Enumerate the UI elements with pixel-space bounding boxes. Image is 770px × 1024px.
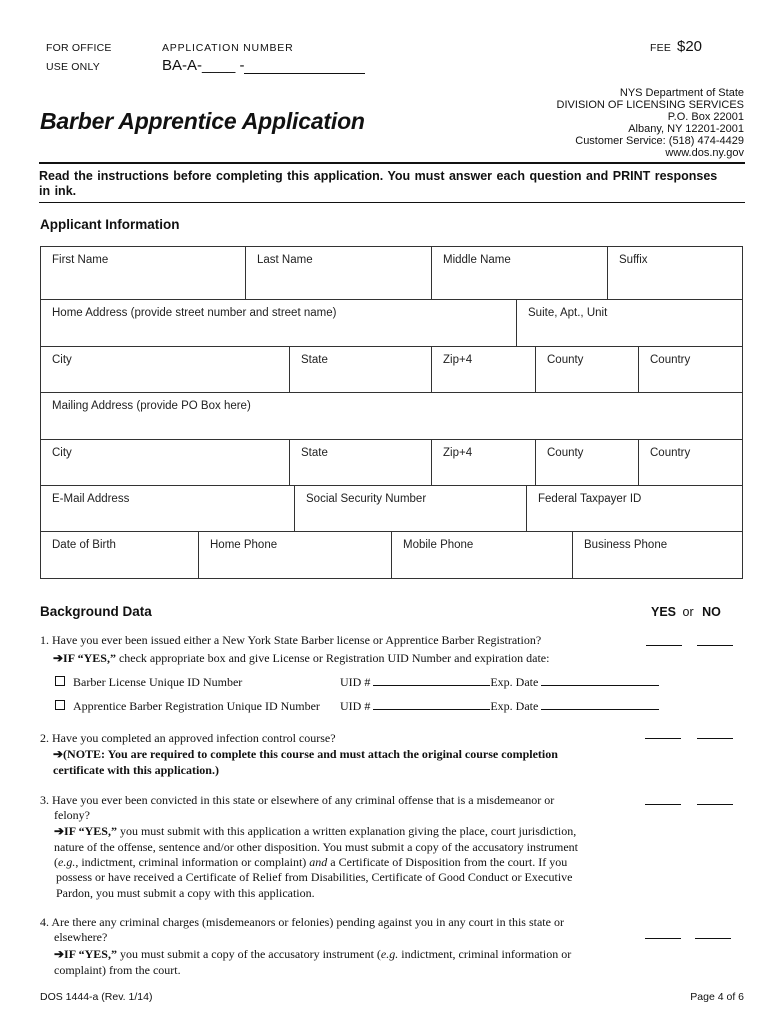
first-name-label: First Name (52, 254, 109, 266)
q4-no-blank[interactable] (695, 938, 731, 939)
apprentice-registration-label: Apprentice Barber Registration Unique ID Number (73, 699, 320, 713)
q4-line-1-end: indictment, criminal information or (398, 947, 572, 961)
application-number-label: APPLICATION NUMBER (162, 42, 294, 54)
or-label: or (682, 605, 694, 619)
q3-line-3-mid: , indictment, criminal information or complaint) (75, 855, 310, 869)
q3-line-3-end: a Certificate of Disposition from the court. If you (327, 855, 568, 869)
uid-label: UID # (340, 675, 371, 689)
page-title: Barber Apprentice Application (40, 108, 365, 134)
country-field[interactable] (638, 347, 742, 393)
suite-label: Suite, Apt., Unit (528, 307, 608, 319)
application-number-value: BA-A-____ - (162, 57, 245, 74)
email-field[interactable] (41, 486, 294, 532)
q1-no-blank[interactable] (697, 645, 733, 646)
q1-if-yes: ➔IF “YES,” (53, 651, 116, 665)
home-address-field[interactable] (41, 300, 516, 347)
country-label: Country (650, 354, 691, 366)
background-heading: Background Data (40, 604, 152, 619)
q1-option-barber-license (55, 675, 242, 691)
for-office-label: FOR OFFICE (46, 42, 112, 54)
uid-label: UID # (340, 699, 371, 713)
q3-line-1-text: you must submit with this application a written explanation giving the place, court jurisdiction, (116, 824, 577, 838)
q3-line-3 (54, 855, 567, 871)
page-number: Page 4 of 6 (690, 991, 744, 1003)
q2-note: ➔(NOTE: You are required to complete this course and must attach the original course completion (53, 747, 558, 761)
agency-line-4: Albany, NY 12201-2001 (628, 123, 744, 135)
applicant-info-table (40, 246, 743, 579)
q4-eg: e.g. (380, 947, 399, 961)
mailing-city-row (41, 439, 742, 486)
yes-no-header (651, 605, 721, 619)
mailing-county-label: County (547, 447, 584, 459)
zip-label: Zip+4 (443, 354, 473, 366)
home-address-row (41, 299, 742, 347)
question-3-continued: felony? (54, 808, 90, 822)
q3-line-5: Pardon, you must submit a copy with this application. (56, 886, 315, 900)
name-row (41, 247, 742, 299)
taxpayer-id-field[interactable] (526, 486, 742, 532)
exp-blank-2[interactable] (541, 709, 659, 710)
agency-line-6: www.dos.ny.gov (665, 147, 744, 159)
fee-label: FEE (650, 42, 672, 54)
q2-yes-blank[interactable] (645, 738, 681, 739)
last-name-label: Last Name (257, 254, 313, 266)
contact-row (41, 485, 742, 532)
q3-line-3-open: ( (54, 855, 58, 869)
question-3: 3. Have you ever been convicted in this state or elsewhere of any criminal offense that is a misdemeanor or (40, 793, 555, 807)
barber-license-label: Barber License Unique ID Number (73, 675, 243, 689)
mailing-zip-field[interactable] (431, 440, 535, 486)
suffix-field[interactable] (607, 247, 742, 299)
city-row (41, 346, 742, 393)
agency-address (557, 87, 744, 159)
suite-field[interactable] (516, 300, 742, 347)
mailing-address-label: Mailing Address (provide PO Box here) (52, 400, 251, 412)
q4-if-yes: ➔IF “YES,” (54, 947, 117, 961)
exp-blank-1[interactable] (541, 685, 659, 686)
state-field[interactable] (289, 347, 431, 393)
q1-instruction-text: check appropriate box and give License or Registration UID Number and expiration date: (115, 651, 550, 665)
q1-yes-blank[interactable] (646, 645, 682, 646)
divider (39, 202, 745, 203)
uid-blank-1[interactable] (373, 685, 490, 686)
q1-option-apprentice (55, 699, 320, 715)
q4-line-2: complaint) from the court. (54, 963, 181, 977)
zip-field[interactable] (431, 347, 535, 393)
mailing-zip-label: Zip+4 (443, 447, 473, 459)
exp-label: Exp. Date (490, 675, 539, 689)
business-phone-label: Business Phone (584, 539, 668, 551)
agency-line-2: DIVISION OF LICENSING SERVICES (556, 99, 744, 111)
q2-no-blank[interactable] (697, 738, 733, 739)
mailing-city-field[interactable] (41, 440, 289, 486)
state-label: State (301, 354, 328, 366)
suffix-label: Suffix (619, 254, 648, 266)
agency-line-5: Customer Service: (518) 474-4429 (575, 135, 744, 147)
fee-value: $20 (677, 38, 703, 55)
business-phone-field[interactable] (572, 532, 742, 579)
email-label: E-Mail Address (52, 493, 130, 505)
mailing-country-label: Country (650, 447, 691, 459)
dob-field[interactable] (41, 532, 198, 579)
q3-line-2: nature of the offense, sentence and/or other disposition. You must submit a copy of the accusatory instrument (54, 840, 579, 854)
divider (39, 162, 745, 164)
agency-line-3: P.O. Box 22001 (667, 111, 744, 123)
home-phone-field[interactable] (198, 532, 391, 579)
q3-and: and (309, 855, 328, 869)
county-field[interactable] (535, 347, 638, 393)
mailing-address-row (41, 392, 742, 440)
dob-label: Date of Birth (52, 539, 116, 551)
application-number-blank[interactable] (244, 73, 365, 74)
yes-label: YES (651, 605, 677, 619)
mailing-state-label: State (301, 447, 328, 459)
mobile-phone-field[interactable] (391, 532, 572, 579)
barber-license-checkbox[interactable] (55, 676, 65, 686)
last-name-field[interactable] (245, 247, 431, 299)
applicant-heading: Applicant Information (40, 217, 180, 232)
mailing-city-label: City (52, 447, 72, 459)
question-1: 1. Have you ever been issued either a New York State Barber license or Apprentice Barber Registration? (40, 633, 542, 647)
q3-yes-blank[interactable] (645, 804, 681, 805)
q1-instruction (53, 651, 549, 667)
city-label: City (52, 354, 72, 366)
agency-line-1: NYS Department of State (619, 87, 744, 99)
mailing-address-field[interactable] (41, 393, 742, 440)
form-id: DOS 1444-a (Rev. 1/14) (40, 991, 153, 1003)
q3-line-4: possess or have received a Certificate of Relief from Disabilities, Certificate of Good Conduct or Executive (56, 870, 573, 884)
q2-note-continued: certificate with this application.) (53, 763, 219, 777)
ssn-field[interactable] (294, 486, 526, 532)
exp-label: Exp. Date (490, 699, 539, 713)
instructions: Read the instructions before completing this application. You must answer each question and PRINT responses in ink. (39, 169, 718, 198)
q4-line-1-text: you must submit a copy of the accusatory instrument ( (116, 947, 381, 961)
city-field[interactable] (41, 347, 289, 393)
mailing-county-field[interactable] (535, 440, 638, 486)
q1-uid-2 (340, 699, 659, 715)
question-4: 4. Are there any criminal charges (misdemeanors or felonies) pending against you in any court in this state or (40, 915, 564, 929)
ssn-label: Social Security Number (306, 493, 427, 505)
q4-yes-blank[interactable] (645, 938, 681, 939)
question-2: 2. Have you completed an approved infection control course? (40, 731, 336, 745)
home-phone-label: Home Phone (210, 539, 278, 551)
mobile-phone-label: Mobile Phone (403, 539, 474, 551)
middle-name-label: Middle Name (443, 254, 511, 266)
mailing-country-field[interactable] (638, 440, 742, 486)
q3-eg: e.g. (58, 855, 76, 869)
phone-row (41, 531, 742, 579)
q1-uid-1 (340, 675, 659, 691)
question-4-continued: elsewhere? (54, 930, 108, 944)
taxpayer-id-label: Federal Taxpayer ID (538, 493, 642, 505)
home-address-label: Home Address (provide street number and street name) (52, 307, 337, 319)
county-label: County (547, 354, 584, 366)
q3-if-yes: ➔IF “YES,” (54, 824, 117, 838)
use-only-label: USE ONLY (46, 61, 100, 73)
first-name-field[interactable] (41, 247, 245, 299)
apprentice-registration-checkbox[interactable] (55, 700, 65, 710)
q4-line-1 (54, 947, 571, 963)
q3-line-1 (54, 824, 576, 840)
no-label: NO (702, 605, 721, 619)
middle-name-field[interactable] (431, 247, 607, 299)
uid-blank-2[interactable] (373, 709, 490, 710)
q3-no-blank[interactable] (697, 804, 733, 805)
mailing-state-field[interactable] (289, 440, 431, 486)
